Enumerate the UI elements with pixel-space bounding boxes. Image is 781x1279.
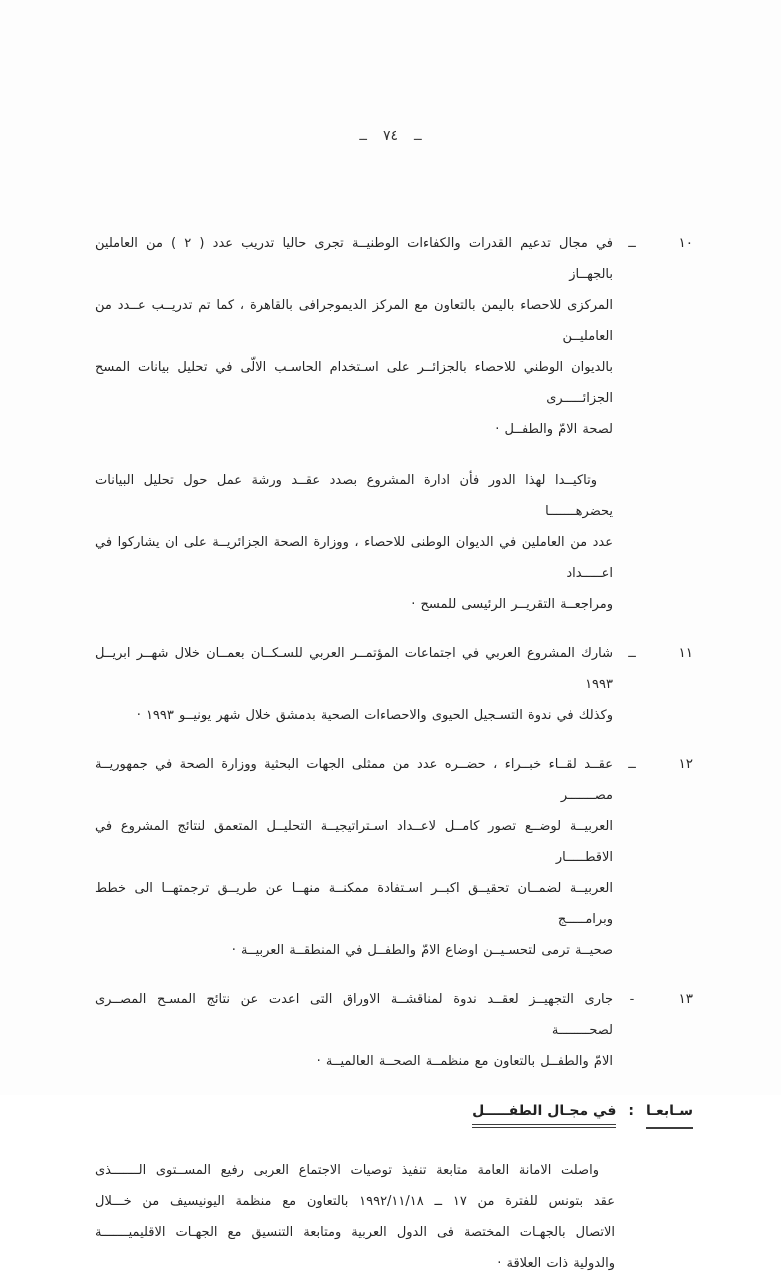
item-number: ١٠ (678, 235, 693, 251)
section-separator: : (628, 1103, 634, 1119)
item-number: ١١ (678, 645, 693, 661)
item-body (95, 228, 613, 620)
text-line: المركزى للاحصاء باليمن بالتعاون مع المركز الديموجرافى بالقاهرة ، كما تم تدريــب عــدد من العامليــن (95, 298, 613, 344)
text-line: والدولية ذات العلاقة · (497, 1256, 615, 1271)
list-item (95, 638, 693, 731)
item-body (95, 984, 613, 1077)
text-line: شارك المشروع العربي في اجتماعات المؤتمــر العربي للسـكــان بعمــان خلال شهــر ابريــل ١٩٩٣ (95, 646, 613, 692)
page-number-dash-left: ــ (359, 128, 367, 144)
item-dash: ــ (628, 757, 636, 772)
text-line: جارى التجهيــز لعقــد ندوة لمناقشــة الاوراق التى اعدت عن نتائج المسـح المصــرى لصحــــــــة (95, 992, 613, 1038)
section-heading (95, 1103, 693, 1129)
list-item (95, 228, 693, 620)
text-line: لصحة الامّ والطفــل · (495, 422, 613, 437)
text-line: عقــد لقــاء خبــراء ، حضــره عدد من ممثلى الجهات البحثية ووزارة الصحة في جمهوريــة مصـــــــر (95, 757, 613, 803)
paragraph (95, 984, 613, 1077)
text-line: ومراجعــة التقريــر الرئيسى للمسح · (411, 597, 613, 612)
page-number-dash-right: ــ (414, 128, 422, 144)
section-title: في مجـال الطفـــــل (472, 1103, 616, 1128)
item-body (95, 638, 613, 731)
section-label: سـابعـا (646, 1103, 693, 1129)
item-number: ١٢ (678, 756, 693, 772)
text-line: العربيــة لضمــان تحقيــق اكبــر اسـتفادة ممكنــة منهــا عن طريــق ترجمتهــا الى خطط وبرامـــــج (95, 881, 613, 927)
paragraph (95, 749, 613, 966)
item-dash: - (629, 992, 635, 1007)
page-content (0, 228, 781, 1279)
page-number (0, 0, 781, 144)
item-dash: ــ (628, 236, 636, 251)
text-line: وكذلك في ندوة التسـجيل الحيوى والاحصاءات الصحية بدمشق خلال شهر يونيــو ١٩٩٣ · (136, 708, 613, 723)
text-line: عدد من العاملين في الديوان الوطنى للاحصاء ، ووزارة الصحة الجزائريــة على ان يشاركوا في اعـــــداد (95, 535, 613, 581)
page-number-value: ٧٤ (382, 128, 399, 144)
list-item (95, 749, 693, 966)
text-line: صحيــة ترمى لتحسـيــن اوضاع الامّ والطفــل في المنطقــة العربيــة · (231, 943, 613, 958)
item-body (95, 749, 613, 966)
text-line: في مجال تدعيم القدرات والكفاءات الوطنيــة تجرى حاليا تدريب عدد ( ٢ ) من العاملين بالجهــاز (95, 236, 613, 282)
paragraph (95, 465, 613, 620)
closing-paragraph (95, 1155, 693, 1279)
paragraph (95, 638, 613, 731)
text-line: الاتصال بالجهـات المختصة فى الدول العربية ومتابعة التنسيق مع الجهـات الاقليميـــــــة (95, 1225, 615, 1240)
paragraph (95, 228, 613, 445)
list-item (95, 984, 693, 1077)
text-line: واصلت الامانة العامة متابعة تنفيذ توصيات الاجتماع العربى رفيع المســتوى الـــــــذى (95, 1163, 599, 1178)
item-number: ١٣ (678, 991, 693, 1007)
text-line: الامّ والطفــل بالتعاون مع منظمــة الصحــة العالميــة · (316, 1054, 613, 1069)
text-line: العربيــة لوضــع تصور كامــل لاعــداد اسـتراتيجيــة التحليــل المتعمق لنتائج المشروع في الاقطـــــار (95, 819, 613, 865)
item-dash: ــ (628, 646, 636, 661)
text-line: عقد بتونس للفترة من ١٧ ــ ١٩٩٢/١١/١٨ بالتعاون مع منظمة اليونيسيف من خـــلال (95, 1194, 615, 1209)
text-line: بالديوان الوطني للاحصاء بالجزائــر على اسـتخدام الحاسـب الالّى في تحليل بيانات المسح الجزائـــــرى (95, 360, 613, 406)
text-line: وتاكيــدا لهذا الدور فأن ادارة المشروع بصدد عقــد ورشة عمل حول تحليل البيانات يحضرهـــــــا (95, 473, 613, 519)
items-list (95, 228, 693, 1077)
